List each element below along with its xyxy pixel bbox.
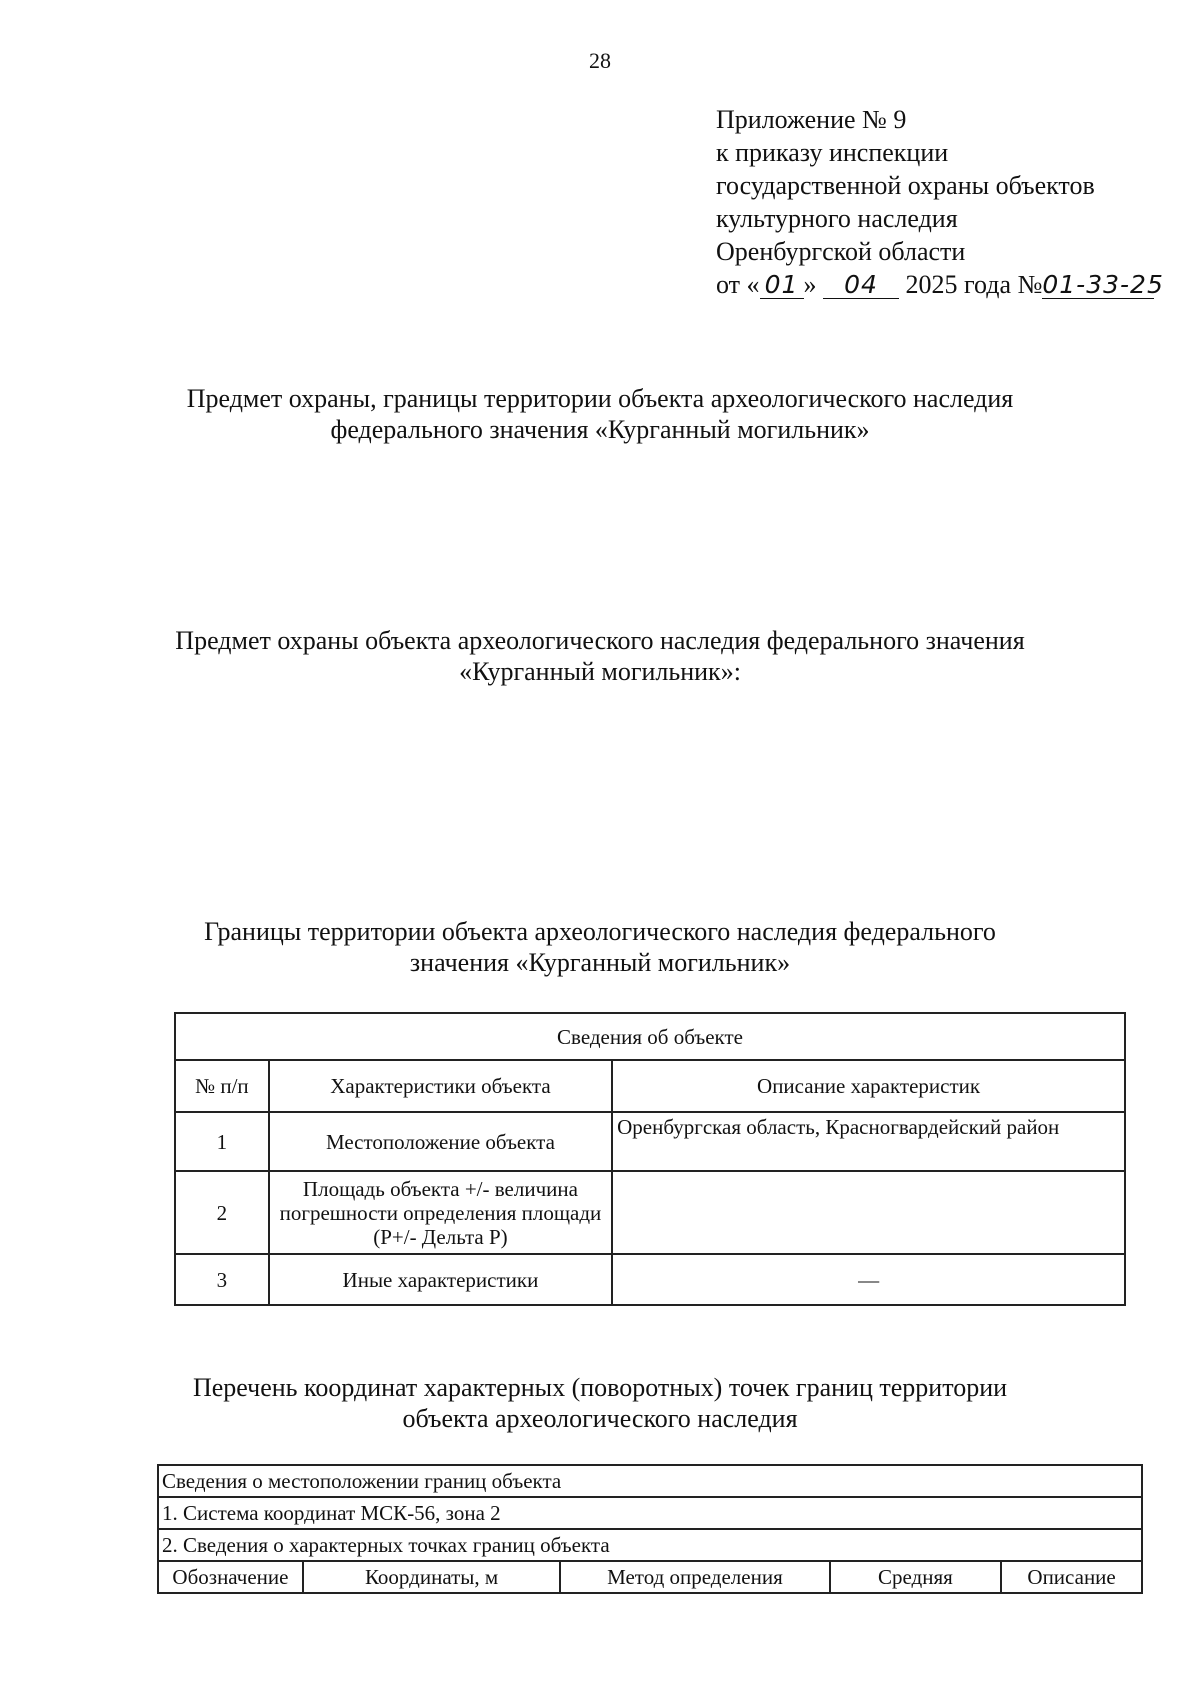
coordinates-line: объекта археологического наследия <box>402 1404 798 1433</box>
appendix-line: государственной охраны объектов <box>716 171 1095 200</box>
coordinates-heading <box>0 1372 1200 1434</box>
date-mid: » <box>803 270 817 299</box>
row-number: 3 <box>175 1254 269 1305</box>
column-header: Координаты, м <box>303 1561 560 1593</box>
subject-line: Предмет охраны объекта археологического наследия федерального значения <box>175 626 1025 655</box>
appendix-line: к приказу инспекции <box>716 138 949 167</box>
table-row <box>158 1497 1142 1529</box>
boundaries-heading <box>0 916 1200 978</box>
column-header: Характеристики объекта <box>269 1060 612 1112</box>
column-header: Обозначение <box>158 1561 303 1593</box>
coordinates-line: Перечень координат характерных (поворотных) точек границ территории <box>192 1373 1008 1402</box>
title-line: федерального значения «Курганный могильник» <box>330 415 870 444</box>
appendix-line: Оренбургской области <box>716 237 966 266</box>
table-header-row <box>158 1561 1142 1593</box>
date-day: 01 <box>760 272 804 299</box>
subject-line: «Курганный могильник»: <box>459 657 741 686</box>
boundaries-line: значения «Курганный могильник» <box>409 948 791 977</box>
table-row <box>158 1465 1142 1497</box>
row-description: Оренбургская область, Красногвардейский район <box>612 1112 1125 1171</box>
title-line: Предмет охраны, границы территории объекта археологического наследия <box>186 384 1014 413</box>
table-row <box>175 1254 1125 1305</box>
column-header: Описание характеристик <box>612 1060 1125 1112</box>
column-header: № п/п <box>175 1060 269 1112</box>
table-row <box>175 1171 1125 1254</box>
table-row <box>175 1112 1125 1171</box>
appendix-header <box>716 103 1164 301</box>
column-header: Средняя <box>830 1561 1002 1593</box>
date-year-text: 2025 года № <box>905 270 1043 299</box>
object-table-caption: Сведения об объекте <box>175 1013 1125 1060</box>
row-description <box>612 1171 1125 1254</box>
appendix-date-line <box>716 268 1164 301</box>
subject-heading <box>0 625 1200 687</box>
column-header: Описание <box>1001 1561 1142 1593</box>
boundary-info-caption: Сведения о местоположении границ объекта <box>158 1465 1142 1497</box>
table-row <box>158 1529 1142 1561</box>
object-info-table <box>174 1012 1126 1306</box>
row-number: 2 <box>175 1171 269 1254</box>
column-header: Метод определения <box>560 1561 829 1593</box>
row-characteristic: Иные характеристики <box>269 1254 612 1305</box>
appendix-line: Приложение № 9 <box>716 105 907 134</box>
row-description: — <box>612 1254 1125 1305</box>
document-title <box>0 383 1200 445</box>
page-number: 28 <box>589 48 611 73</box>
row-characteristic: Местоположение объекта <box>269 1112 612 1171</box>
date-prefix: от « <box>716 270 760 299</box>
row-characteristic: Площадь объекта +/- величина погрешности определения площади (P+/- Дельта P) <box>269 1171 612 1254</box>
coordinate-system-row: 1. Система координат МСК-56, зона 2 <box>158 1497 1142 1529</box>
boundaries-line: Границы территории объекта археологического наследия федерального <box>204 917 996 946</box>
order-number: 01-33-25 <box>1042 270 1164 299</box>
points-info-row: 2. Сведения о характерных точках границ объекта <box>158 1529 1142 1561</box>
appendix-line: культурного наследия <box>716 204 958 233</box>
row-number: 1 <box>175 1112 269 1171</box>
date-month: 04 <box>823 272 899 299</box>
coordinates-table <box>157 1464 1143 1594</box>
